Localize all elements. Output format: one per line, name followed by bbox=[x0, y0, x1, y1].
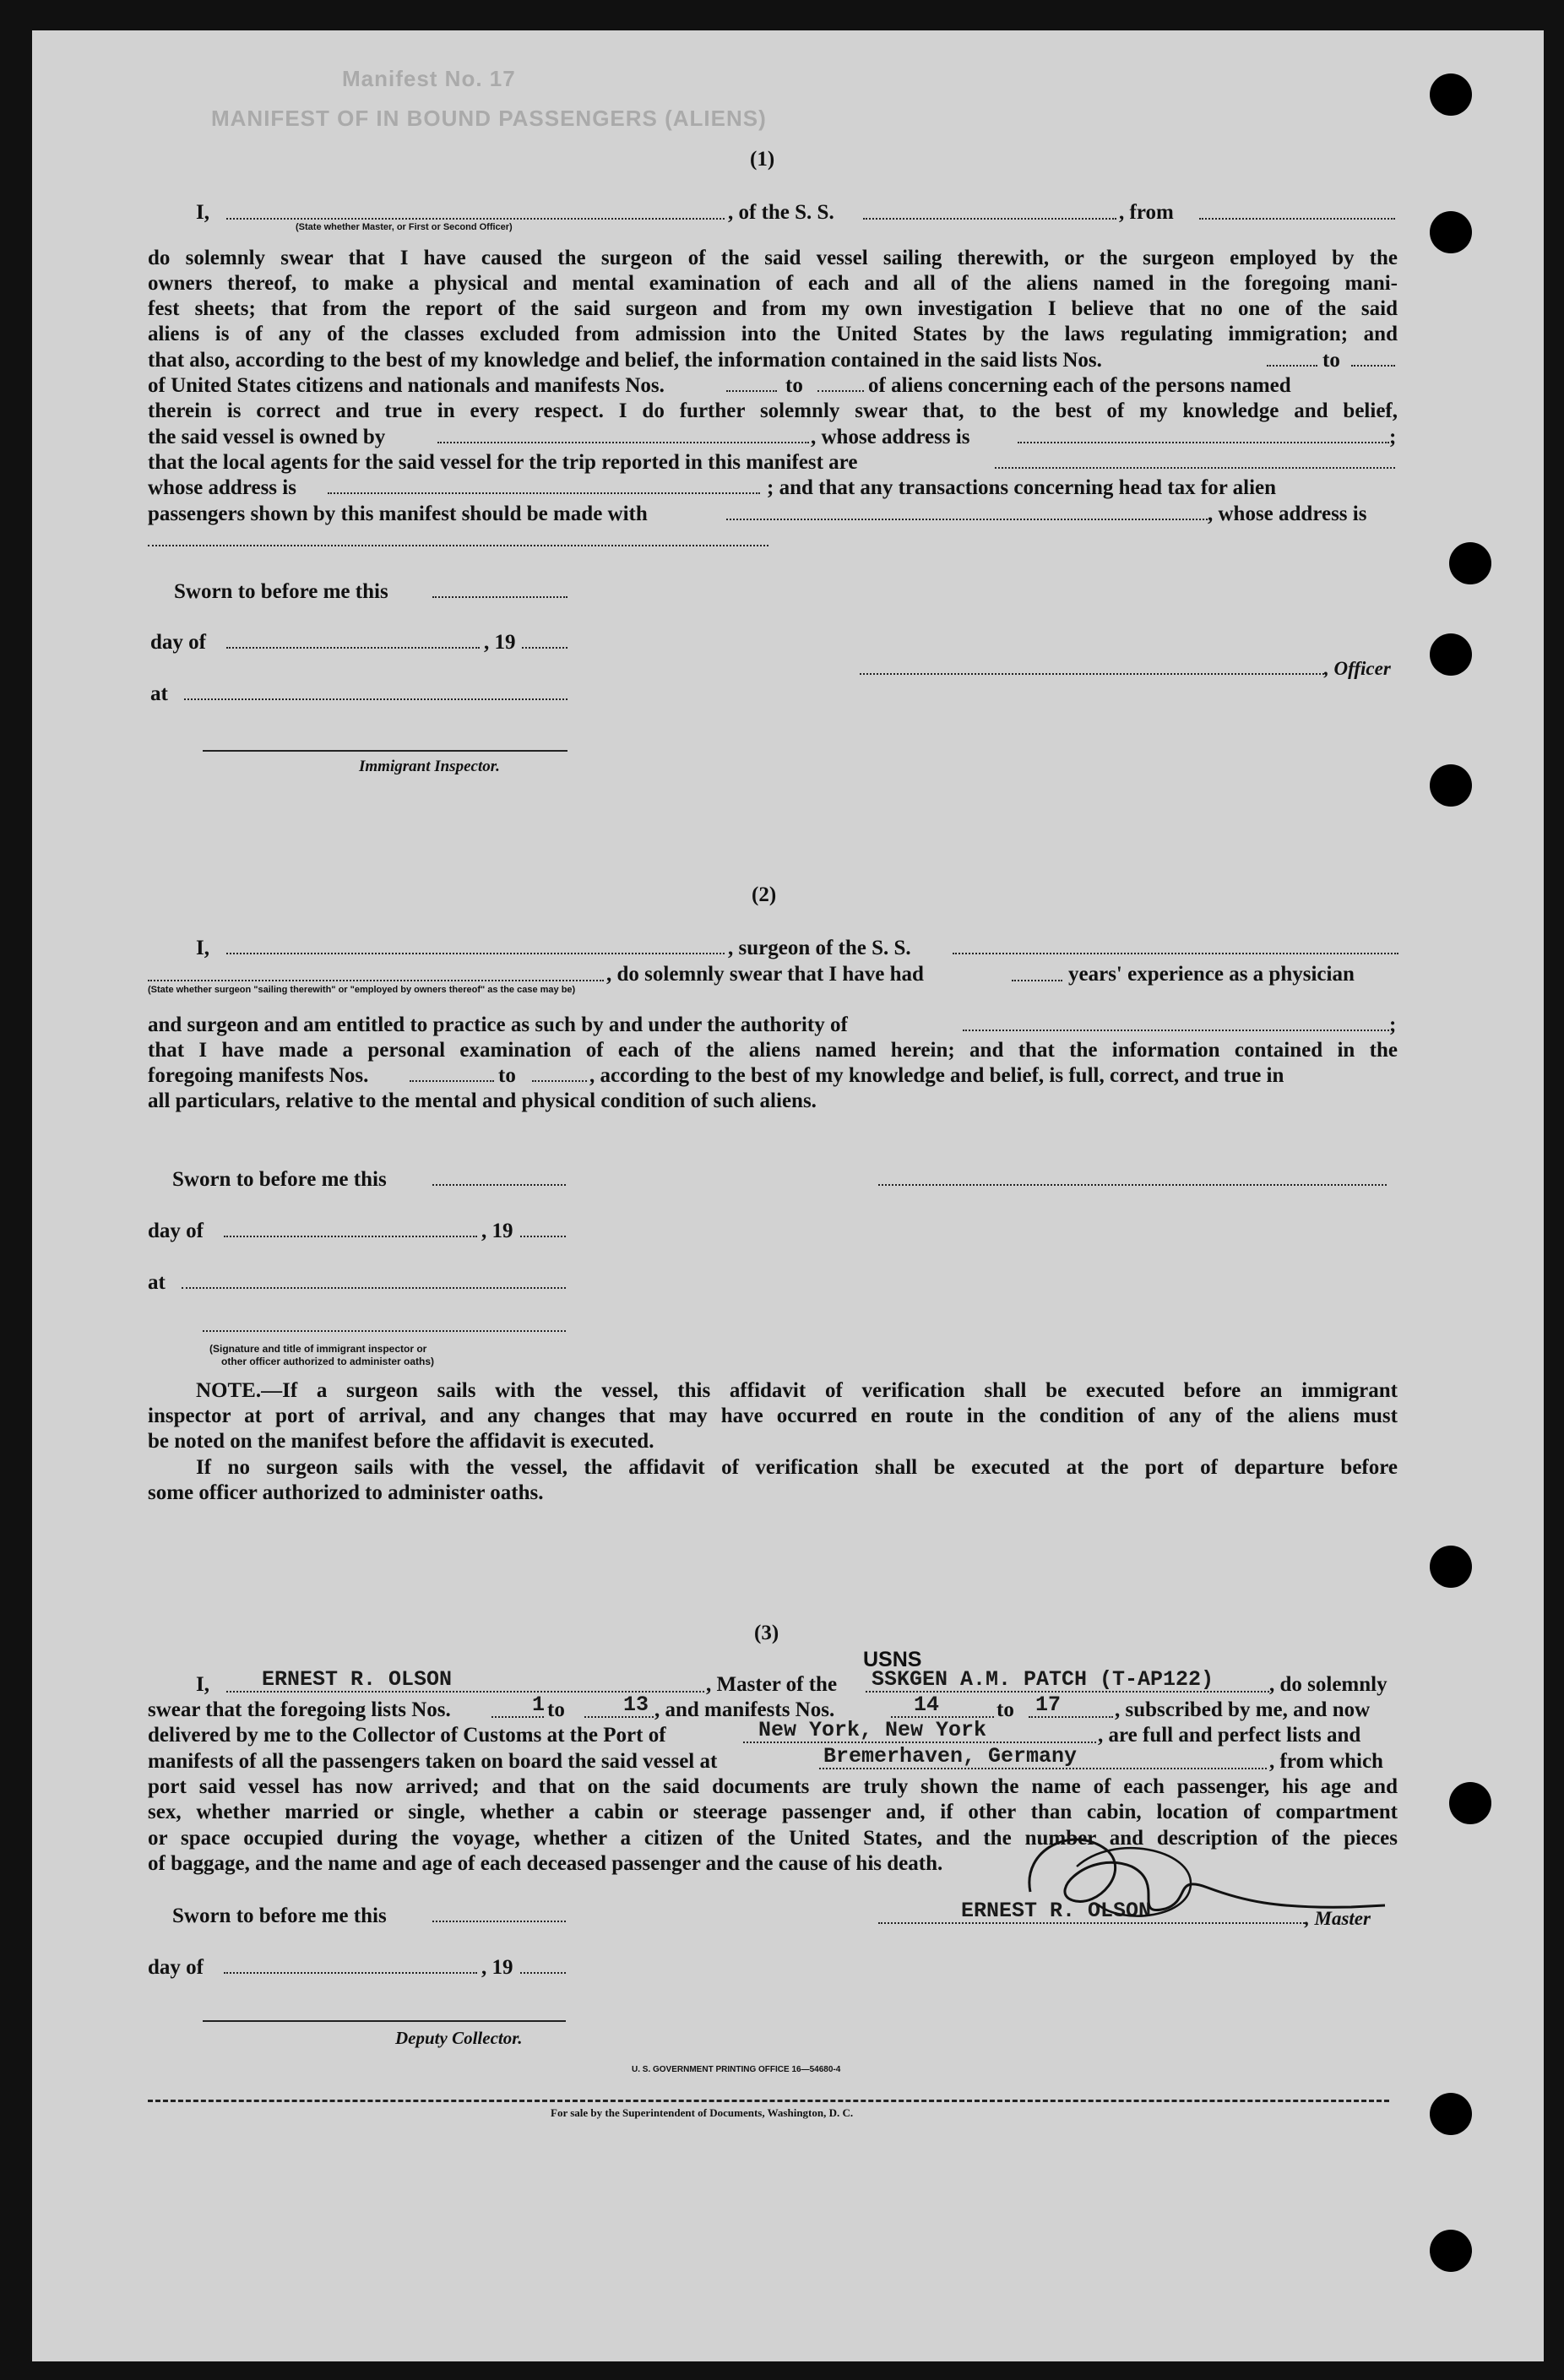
s2-surgeon-name-field[interactable] bbox=[226, 953, 725, 954]
s2-i: I, bbox=[196, 937, 209, 959]
s3-l2a: swear that the foregoing lists Nos. bbox=[148, 1698, 451, 1721]
s1-semicolon: ; bbox=[1389, 426, 1397, 448]
s1-to: to bbox=[1322, 349, 1340, 372]
s1-officer-field[interactable] bbox=[226, 218, 725, 220]
s2-sworn-field[interactable] bbox=[432, 1184, 566, 1186]
s1-year-field[interactable] bbox=[522, 647, 567, 649]
s3-signed-name: ERNEST R. OLSON bbox=[961, 1899, 1152, 1923]
s1-owned-by: the said vessel is owned by bbox=[148, 426, 386, 448]
s2-year: , 19 bbox=[481, 1220, 513, 1242]
punch-hole bbox=[1430, 633, 1472, 676]
handwritten-signature bbox=[997, 1816, 1393, 1934]
s1-owner-address-label: , whose address is bbox=[811, 426, 970, 448]
s2-dayof: day of bbox=[148, 1220, 204, 1242]
s1-manifest-from-field[interactable] bbox=[726, 390, 777, 392]
s3-para-6: sex, whether married or single, whether a cabin or steerage passenger and, if other than cabin, location of compartment bbox=[148, 1801, 1398, 1823]
footer-gpo: U. S. GOVERNMENT PRINTING OFFICE 16—54680-4 bbox=[632, 2065, 841, 2074]
s2-note-3: be noted on the manifest before the affidavit is executed. bbox=[148, 1430, 654, 1453]
s2-year-field[interactable] bbox=[520, 1236, 566, 1237]
s3-master-name: ERNEST R. OLSON bbox=[262, 1667, 453, 1692]
s3-solemnly: , do solemnly bbox=[1269, 1673, 1388, 1696]
s3-l2b: to bbox=[547, 1698, 565, 1721]
bleed-through-title: Manifest No. 17 bbox=[342, 66, 516, 91]
punch-hole bbox=[1430, 2230, 1472, 2272]
s1-owner-address-field[interactable] bbox=[1018, 442, 1389, 443]
s1-para-7: therein is correct and true in every respect. I do further solemnly swear that, to the best of my knowledge and belief, bbox=[148, 399, 1398, 422]
punch-hole bbox=[1430, 764, 1472, 807]
s3-l4b: , from which bbox=[1269, 1750, 1383, 1773]
s1-para-3: fest sheets; that from the report of the said surgeon and from my own investigation I believe that no one of the said bbox=[148, 297, 1398, 320]
s3-collector-label: Deputy Collector. bbox=[395, 2028, 523, 2048]
s3-list-from-field[interactable] bbox=[491, 1716, 544, 1718]
s2-surgeon-label: , surgeon of the S. S. bbox=[728, 937, 911, 959]
s1-para-1: do solemnly swear that I have caused the surgeon of the said vessel sailing therewith, or the surgeon employed by the bbox=[148, 247, 1398, 269]
s3-l2c: , and manifests Nos. bbox=[654, 1698, 835, 1721]
s3-manifest-to-field[interactable] bbox=[1029, 1716, 1113, 1718]
s3-para-5: port said vessel has now arrived; and that on the said documents are truly shown the name of each passenger, his age and bbox=[148, 1775, 1398, 1798]
punch-hole bbox=[1449, 542, 1491, 584]
s1-para-4: aliens is of any of the classes excluded from admission into the United States by the laws regulating immigration; and bbox=[148, 323, 1398, 345]
punch-hole bbox=[1430, 1546, 1472, 1588]
s3-vessel-name: SSKGEN A.M. PATCH (T-AP122) bbox=[872, 1667, 1214, 1692]
s1-i: I, bbox=[196, 201, 209, 224]
s2-note-4: If no surgeon sails with the vessel, the affidavit of verification shall be executed at the port of departure before bbox=[196, 1456, 1398, 1479]
s3-l2d: to bbox=[997, 1698, 1014, 1721]
s1-agents-address-field[interactable] bbox=[328, 492, 760, 494]
s3-para-8: of baggage, and the name and age of each deceased passenger and the cause of his death. bbox=[148, 1852, 943, 1875]
punch-hole bbox=[1449, 1782, 1491, 1824]
s3-master-label: , Master bbox=[1305, 1908, 1371, 1929]
s3-day-field[interactable] bbox=[224, 1972, 477, 1974]
s1-officer-label: , Officer bbox=[1324, 658, 1391, 679]
s1-head-tax-address-field[interactable] bbox=[148, 545, 768, 546]
s2-sig-label-2: other officer authorized to administer oaths) bbox=[221, 1356, 435, 1367]
s1-sworn-field[interactable] bbox=[432, 596, 567, 598]
s3-origin-field[interactable] bbox=[819, 1768, 1267, 1769]
s1-ss-label: , of the S. S. bbox=[728, 201, 834, 224]
s2-sig-label-1: (Signature and title of immigrant inspector or bbox=[209, 1343, 427, 1355]
s3-year-field[interactable] bbox=[520, 1972, 566, 1974]
s1-vessel-field[interactable] bbox=[863, 218, 1116, 220]
s1-sworn: Sworn to before me this bbox=[174, 580, 388, 603]
s1-para-6c: of aliens concerning each of the persons named bbox=[868, 374, 1291, 397]
s3-l4a: manifests of all the passengers taken on board the said vessel at bbox=[148, 1750, 718, 1773]
s3-manifest-from: 14 bbox=[914, 1693, 940, 1717]
s1-para-6a: of United States citizens and nationals and manifests Nos. bbox=[148, 374, 665, 397]
s1-agents-address-label: whose address is bbox=[148, 476, 296, 499]
s1-para-2: owners thereof, to make a physical and mental examination of each and all of the aliens named in the foregoing mani- bbox=[148, 272, 1398, 295]
section-3-number: (3) bbox=[754, 1622, 779, 1644]
s2-sworn: Sworn to before me this bbox=[172, 1168, 387, 1191]
s2-manifest-from-field[interactable] bbox=[410, 1080, 494, 1082]
s3-i: I, bbox=[196, 1673, 209, 1696]
s2-para-2: that I have made a personal examination of each of the aliens named herein; and that the information contained in the bbox=[148, 1039, 1398, 1062]
s1-day-field[interactable] bbox=[226, 647, 480, 649]
punch-hole bbox=[1430, 73, 1472, 116]
s3-list-to-field[interactable] bbox=[584, 1716, 654, 1718]
s3-list-to: 13 bbox=[623, 1693, 649, 1717]
s3-year: , 19 bbox=[481, 1956, 513, 1979]
s1-dayof: day of bbox=[150, 631, 206, 654]
s1-whose-address: , whose address is bbox=[1208, 503, 1367, 525]
s3-manifest-to: 17 bbox=[1035, 1693, 1062, 1717]
s2-semicolon: ; bbox=[1389, 1013, 1397, 1036]
s2-status-field[interactable] bbox=[148, 980, 604, 981]
s3-sworn-field[interactable] bbox=[432, 1921, 566, 1922]
s3-sworn: Sworn to before me this bbox=[172, 1905, 387, 1927]
s2-inspector-signature-field[interactable] bbox=[203, 1330, 566, 1332]
s2-authority-field[interactable] bbox=[963, 1030, 1389, 1031]
s1-to-2: to bbox=[785, 374, 803, 397]
s2-at: at bbox=[148, 1271, 166, 1294]
s3-port: New York, New York bbox=[758, 1718, 987, 1742]
s3-master-label: , Master of the bbox=[706, 1673, 838, 1696]
s2-para-3c: , according to the best of my knowledge and belief, is full, correct, and true in bbox=[589, 1064, 1284, 1087]
s1-at: at bbox=[150, 682, 168, 705]
s2-note-5: some officer authorized to administer oaths. bbox=[148, 1481, 544, 1504]
s2-years: years' experience as a physician bbox=[1068, 963, 1355, 986]
s3-l2e: , subscribed by me, and now bbox=[1115, 1698, 1371, 1721]
s2-manifest-to-field[interactable] bbox=[532, 1080, 587, 1082]
s2-hint: (State whether surgeon "sailing therewith" or "employed by owners thereof" as the case may be) bbox=[148, 985, 576, 995]
s3-origin: Bremerhaven, Germany bbox=[823, 1744, 1078, 1769]
s3-l3b: , are full and perfect lists and bbox=[1098, 1724, 1361, 1747]
s2-surgeon-signature-field[interactable] bbox=[878, 1184, 1387, 1186]
s1-agents-field[interactable] bbox=[995, 467, 1395, 469]
s3-collector-signature-line bbox=[203, 2020, 566, 2022]
s1-para-5: that also, according to the best of my knowledge and belief, the information contained in the said lists Nos. bbox=[148, 349, 1102, 372]
section-2-number: (2) bbox=[752, 883, 777, 906]
s1-head-tax-field[interactable] bbox=[726, 519, 1208, 520]
s1-from-field[interactable] bbox=[1199, 218, 1395, 220]
punch-hole bbox=[1430, 2093, 1472, 2135]
s2-para-1: and surgeon and am entitled to practice as such by and under the authority of bbox=[148, 1013, 848, 1036]
section-1-number: (1) bbox=[750, 148, 775, 171]
s1-owner-field[interactable] bbox=[437, 442, 809, 443]
s2-to: to bbox=[498, 1064, 516, 1087]
s3-list-from: 1 bbox=[532, 1693, 546, 1717]
s1-year: , 19 bbox=[484, 631, 516, 654]
s3-l3a: delivered by me to the Collector of Customs at the Port of bbox=[148, 1724, 666, 1747]
s1-head-tax: ; and that any transactions concerning head tax for alien bbox=[767, 476, 1277, 499]
s1-passengers: passengers shown by this manifest should be made with bbox=[148, 503, 648, 525]
s3-port-field[interactable] bbox=[743, 1742, 1096, 1743]
s2-years-field[interactable] bbox=[1012, 980, 1062, 981]
s1-hint: (State whether Master, or First or Second Officer) bbox=[296, 222, 513, 232]
punch-hole bbox=[1430, 211, 1472, 253]
s2-para-4: all particulars, relative to the mental and physical condition of such aliens. bbox=[148, 1089, 817, 1112]
s2-at-field[interactable] bbox=[182, 1287, 566, 1289]
s1-lists-to-field[interactable] bbox=[1351, 365, 1395, 367]
s1-manifest-to-field[interactable] bbox=[817, 390, 864, 392]
bleed-through-heading: MANIFEST OF IN BOUND PASSENGERS (ALIENS) bbox=[211, 106, 767, 131]
footer-rule bbox=[148, 2100, 1389, 2102]
s2-note-1: NOTE.—If a surgeon sails with the vessel, this affidavit of verification shall be executed before an immigrant bbox=[196, 1379, 1398, 1402]
footer-sale: For sale by the Superintendent of Documents, Washington, D. C. bbox=[551, 2106, 854, 2119]
s3-usns: USNS bbox=[863, 1648, 922, 1671]
s1-officer-signature-field[interactable] bbox=[860, 673, 1324, 675]
s3-para-7: or space occupied during the voyage, whether a citizen of the United States, and the number and description of the pieces bbox=[148, 1827, 1398, 1850]
s1-at-field[interactable] bbox=[184, 698, 567, 700]
s1-lists-from-field[interactable] bbox=[1267, 365, 1317, 367]
s1-inspector-label: Immigrant Inspector. bbox=[359, 758, 500, 775]
s2-note-2: inspector at port of arrival, and any changes that may have occurred en route in the condition of any of the aliens must bbox=[148, 1405, 1398, 1427]
s1-from-label: , from bbox=[1119, 201, 1174, 224]
s1-inspector-signature-line bbox=[203, 750, 567, 752]
s2-para-3a: foregoing manifests Nos. bbox=[148, 1064, 369, 1087]
s2-vessel-field[interactable] bbox=[953, 953, 1398, 954]
s2-swear: , do solemnly swear that I have had bbox=[606, 963, 924, 986]
s3-dayof: day of bbox=[148, 1956, 204, 1979]
s1-local-agents: that the local agents for the said vessel for the trip reported in this manifest are bbox=[148, 451, 858, 474]
s2-day-field[interactable] bbox=[224, 1236, 477, 1237]
